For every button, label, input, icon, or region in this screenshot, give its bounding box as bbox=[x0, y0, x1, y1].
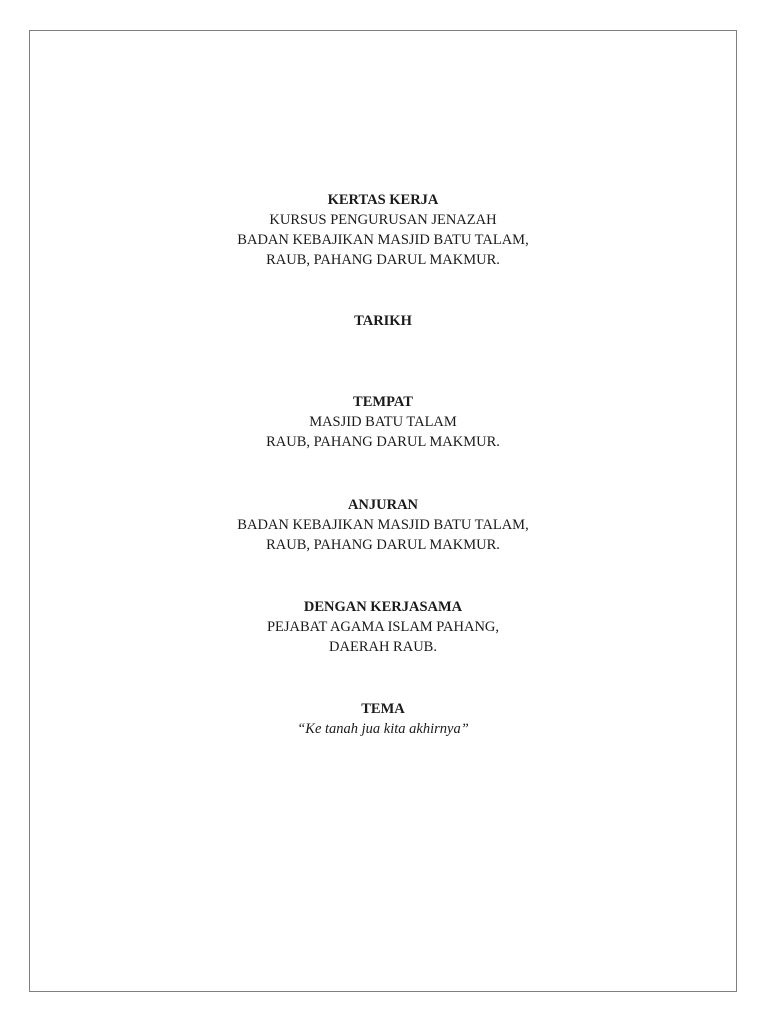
section-line: DAERAH RAUB. bbox=[329, 639, 437, 655]
section-heading: TEMA bbox=[361, 701, 405, 717]
section-heading: ANJURAN bbox=[347, 497, 419, 513]
section-line: MASJID BATU TALAM bbox=[309, 414, 457, 430]
section-kertas-kerja bbox=[30, 190, 736, 270]
section-tema bbox=[30, 699, 736, 739]
section-line: RAUB, PAHANG DARUL MAKMUR. bbox=[266, 434, 500, 450]
section-line: PEJABAT AGAMA ISLAM PAHANG, bbox=[266, 619, 500, 635]
section-tarikh bbox=[30, 311, 736, 331]
section-dengan-kerjasama bbox=[30, 597, 736, 657]
theme-quote: “Ke tanah jua kita akhirnya” bbox=[297, 721, 469, 737]
document-page bbox=[29, 30, 737, 992]
section-tempat bbox=[30, 392, 736, 452]
section-heading: TARIKH bbox=[354, 313, 412, 329]
section-line: BADAN KEBAJIKAN MASJID BATU TALAM, bbox=[237, 232, 529, 248]
section-line: RAUB, PAHANG DARUL MAKMUR. bbox=[266, 537, 500, 553]
section-anjuran bbox=[30, 495, 736, 555]
section-heading: KERTAS KERJA bbox=[327, 192, 439, 208]
section-line: RAUB, PAHANG DARUL MAKMUR. bbox=[266, 252, 500, 268]
section-heading: DENGAN KERJASAMA bbox=[303, 599, 463, 615]
section-line: KURSUS PENGURUSAN JENAZAH bbox=[269, 212, 497, 228]
section-line: BADAN KEBAJIKAN MASJID BATU TALAM, bbox=[237, 517, 529, 533]
section-heading: TEMPAT bbox=[353, 394, 413, 410]
